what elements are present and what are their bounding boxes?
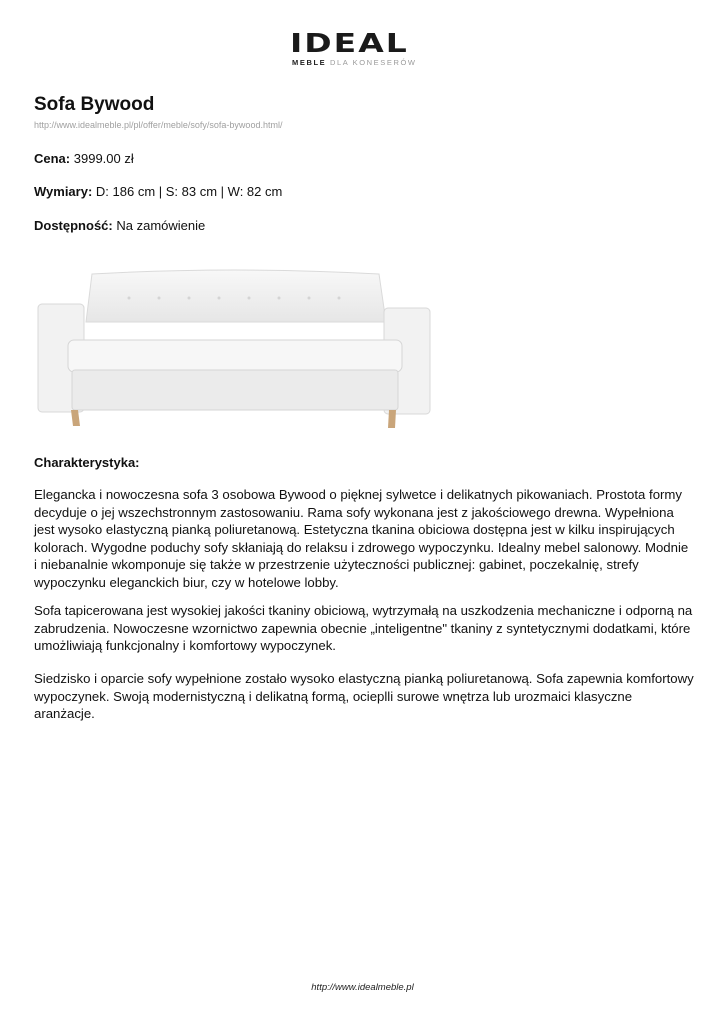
dimensions-row <box>34 184 282 199</box>
description-paragraph: Sofa tapicerowana jest wysokiej jakości tkaniny obiciową, wytrzymałą na uszkodzenia mechaniczne i odporną na zabrudzenia. Nowoczesne wzornictwo zapewnia obecnie „inteligentne" tkaniny z syntetycznymi dodatkami, które umożliwiają funkcjonalny i komfortowy wypoczynek. <box>34 603 693 654</box>
brand-logo[interactable] <box>290 27 450 74</box>
price-row <box>34 151 134 166</box>
availability-label: Dostępność: <box>34 218 113 233</box>
page-title: Sofa Bywood <box>34 94 155 115</box>
logo-wordmark: IDEAL <box>290 27 409 59</box>
description-paragraph: Elegancka i nowoczesna sofa 3 osobowa Bywood o pięknej sylwetce i delikatnych pikowaniach. Prostota formy decyduje o jej wszechstronnym zastosowaniu. Rama sofy wykonana jest z jakościowego drewna. Wypełniona jest wysoko elastyczną pianką poliuretanową. Estetyczna tkanina obiciowa dostępna jest w kilku inspirujących kolorach. Wygodne poduchy sofy skłaniają do relaksu i zdrowego wypoczynku. Idealny mebel salonowy. Modnie i niebanalnie wkomponuje się także w przestrzenie użyteczności publicznej: gabinet, poczekalnię, strefy wypoczynku eleganckich biur, czy w hotelowe lobby. <box>34 487 689 590</box>
dimensions-value: D: 186 cm | S: 83 cm | W: 82 cm <box>95 184 283 199</box>
sofa-image <box>34 260 434 435</box>
footer-url[interactable]: http://www.idealmeble.pl <box>311 982 414 993</box>
dimensions-label: Wymiary: <box>34 184 93 199</box>
logo-tagline <box>292 58 417 67</box>
characteristics-heading: Charakterystyka: <box>34 455 140 470</box>
availability-value: Na zamówienie <box>116 218 206 233</box>
logo-tagline-light: DLA KONESERÓW <box>329 58 417 67</box>
logo-tagline-strong: MEBLE <box>292 58 327 67</box>
description-paragraph: Siedzisko i oparcie sofy wypełnione zostało wysoko elastyczną pianką poliuretanową. Sofa zapewnia komfortowy wypoczynek. Swoją modernistyczną i delikatną formą, ocieplli surowe wnętrza lub urozmaici klasyczne aranżacje. <box>34 671 694 722</box>
product-url[interactable]: http://www.idealmeble.pl/pl/offer/meble/sofy/sofa-bywood.html/ <box>34 120 283 130</box>
price-label: Cena: <box>34 151 71 166</box>
price-value: 3999.00 zł <box>73 151 134 166</box>
availability-row <box>34 218 205 233</box>
